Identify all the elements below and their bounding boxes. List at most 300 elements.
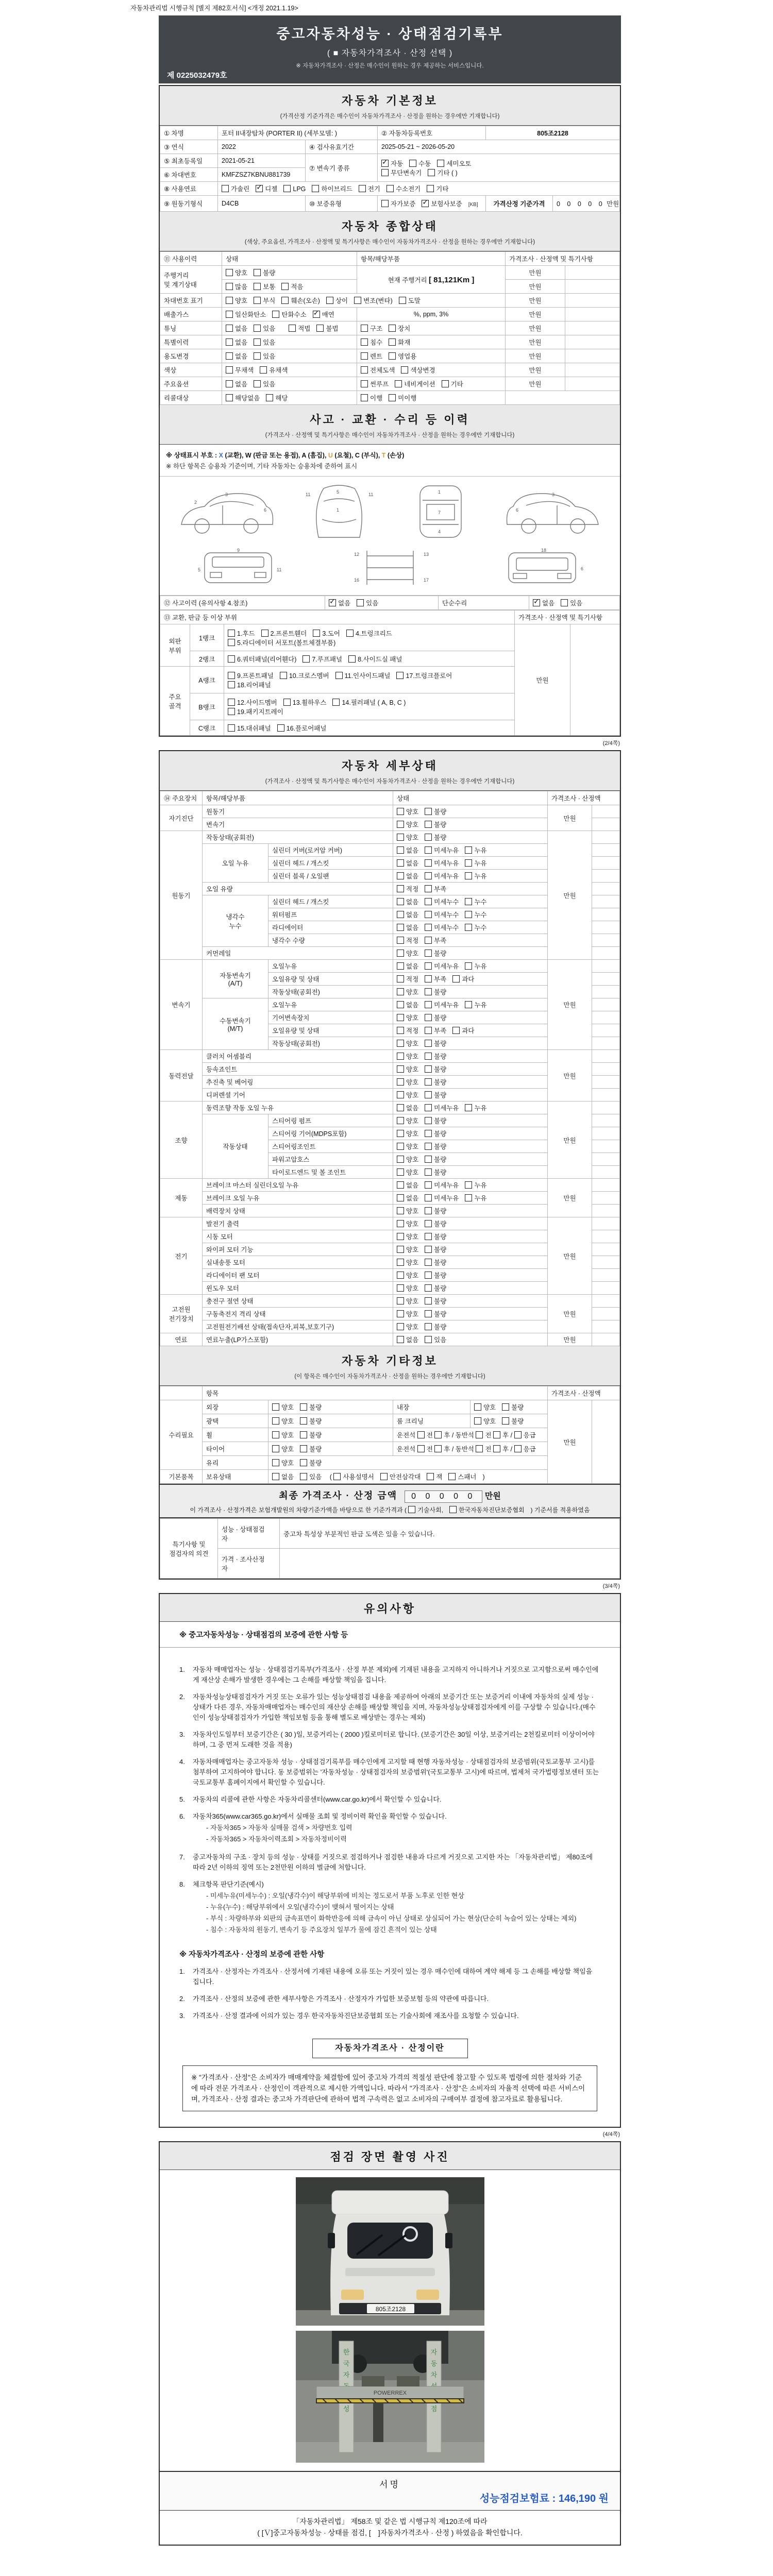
checkbox-group: [393, 857, 548, 870]
checkbox-icon: [300, 1459, 307, 1466]
category-label: 수리필요: [160, 1400, 203, 1470]
checkbox-icon: [300, 1403, 307, 1411]
checkbox-option: 불법: [316, 324, 338, 333]
checkbox-option: 15.대쉬패널: [228, 723, 271, 733]
checkbox-option: 누수: [465, 910, 486, 919]
checkbox-icon: [425, 937, 432, 944]
notes-part1-header: ※ 중고자동차성능 · 상태점검의 보증에 관한 사항 등: [160, 1622, 620, 1648]
checkbox-icon: [397, 1323, 404, 1330]
checkbox-option: 부족: [425, 1026, 446, 1035]
price-cell: 만원: [515, 624, 570, 736]
item-label: 충전구 절연 상태: [203, 1295, 393, 1308]
checkbox-icon: [425, 962, 432, 970]
lift-brand-text: POWERREX: [373, 2390, 407, 2396]
mileage-value: 현재 주행거리 [ 81,121Km ]: [357, 266, 506, 294]
checkbox-checked-icon: [256, 185, 263, 192]
checkbox-group: [268, 1428, 393, 1442]
checkbox-option: 미이행: [389, 393, 416, 402]
checkbox-option: 있음: [254, 379, 275, 388]
checkbox-icon: [427, 1473, 434, 1480]
checkbox-option: 미세누수: [425, 897, 459, 906]
item-label: 스티어링 펌프: [268, 1114, 393, 1127]
car-side-left-diagram: [174, 481, 277, 543]
checkbox-option: 없음: [397, 897, 418, 906]
checkbox-group: [222, 335, 357, 349]
section-title-band: [160, 1346, 620, 1386]
checkbox-icon: [425, 924, 432, 931]
checkbox-icon: [425, 1001, 432, 1008]
inspector-opinion: 중고차 특성상 부분적인 판금 도색은 있을 수 있습니다.: [280, 1519, 620, 1549]
remarks-cell: [565, 321, 620, 335]
checkbox-icon: [397, 1117, 404, 1124]
table-row: [160, 349, 620, 363]
checkbox-option: 불량: [300, 1430, 322, 1439]
remarks-cell: [592, 1127, 620, 1140]
row-label: 배출가스: [160, 308, 222, 321]
price-cell: 만원: [548, 1179, 592, 1217]
checkbox-icon: [354, 297, 361, 304]
checkbox-icon: [303, 655, 310, 663]
checkbox-option: 7.루프패널: [303, 654, 342, 664]
svg-text:1: 1: [438, 489, 441, 495]
checkbox-icon: [397, 834, 404, 841]
checkbox-icon: [397, 1272, 404, 1279]
checkbox-group: [268, 1442, 393, 1456]
note-sub-item: - 자동차365 > 자동차이력조회 > 자동차정비이력: [206, 1835, 347, 1843]
checkbox-icon: [397, 1336, 404, 1343]
checkbox-icon: [397, 1220, 404, 1227]
category-label: 기본품목: [160, 1470, 203, 1484]
confirmation-line-2: ( [Ｖ]중고자동차성능 · 상태를 점검, [ ]자동차가격조사 · 산정 ) 하였음을 확인합니다.: [257, 2529, 523, 2537]
checkbox-option: 부족: [425, 974, 446, 984]
checkbox-icon: [465, 872, 472, 879]
checkbox-icon: [397, 1065, 404, 1073]
checkbox-group: [224, 624, 515, 651]
checkbox-icon: [228, 630, 235, 637]
page-marker-4: (4/4쪽): [602, 2131, 620, 2138]
checkbox-option: 10.크로스멤버: [280, 671, 329, 680]
checkbox-option: 미세누유: [425, 1180, 459, 1190]
price-cell: 만원: [506, 308, 565, 321]
checkbox-option: 누수: [465, 923, 486, 932]
field-label: ⑨ 원동기형식: [160, 196, 218, 212]
checkbox-icon: [425, 834, 432, 841]
table-row: [160, 1549, 620, 1579]
checkbox-option: 불량: [425, 1232, 446, 1241]
checkbox-icon: [502, 1417, 509, 1425]
remarks-cell: [565, 280, 620, 294]
checkbox-icon: [226, 311, 233, 318]
car-underbody-diagram: [344, 546, 436, 590]
detail-state-table: [160, 791, 620, 1346]
checkbox-icon: [361, 380, 368, 387]
row-label: 주행거리 및 계기상태: [160, 266, 222, 294]
checkbox-icon: [425, 1246, 432, 1253]
item-label: 광택: [203, 1414, 268, 1428]
field-value: 0 0 0 0 0 만원: [553, 196, 620, 212]
remarks-cell: [592, 1140, 620, 1153]
checkbox-option: 17.트렁크플로어: [396, 671, 452, 680]
checkbox-option: 양호: [272, 1402, 294, 1412]
checkbox-icon: [434, 1431, 442, 1438]
checkbox-icon: [397, 975, 404, 982]
remarks-cell: [592, 857, 620, 870]
checkbox-icon: [254, 380, 261, 387]
checkbox-checked-icon: [313, 311, 320, 318]
checkbox-icon: [476, 1431, 483, 1438]
checkbox-group: [393, 1140, 548, 1153]
checkbox-option: 있음: [561, 598, 582, 607]
checkbox-option: 양호: [397, 1077, 418, 1087]
checkbox-icon: [228, 639, 235, 646]
checkbox-icon: [397, 885, 404, 892]
svg-text:3: 3: [551, 492, 554, 497]
remarks-cell: [565, 335, 620, 349]
svg-text:17: 17: [423, 578, 429, 583]
note-sub-item: - 자동차365 > 자동차 실매물 검색 > 차량번호 입력: [206, 1824, 352, 1832]
checkbox-icon: [335, 672, 343, 679]
checkbox-icon: [300, 1473, 307, 1480]
note-item: 3. 자동차인도일부터 보증기간은 ( 30 )일, 보증거리는 ( 2000 )킬로미터로 합니다. (보증기간은 30일 이상, 보증거리는 2천킬로미터 이상이어야 하며, 그 중 먼저 도래한 것을 적용): [179, 1731, 595, 1749]
remarks-cell: [592, 1024, 620, 1037]
checkbox-group: [268, 1456, 548, 1470]
checkbox-icon: [465, 846, 472, 854]
checkbox-icon: [228, 672, 235, 679]
checkbox-option: ✓ 없음: [533, 598, 554, 607]
checkbox-option: 양호: [397, 987, 418, 996]
sub-group-label: 수동변속기 (M/T): [203, 998, 268, 1050]
remarks-cell: [592, 1179, 620, 1192]
remarks-cell: [592, 1076, 620, 1089]
checkbox-icon: [465, 962, 472, 970]
checkbox-option: 수동: [409, 159, 431, 168]
item-label: 변속기: [203, 818, 393, 831]
svg-text:11: 11: [368, 492, 374, 497]
remarks-cell: [592, 1192, 620, 1205]
checkbox-icon: [389, 338, 396, 346]
section-subtitle: (색상, 주요옵션, 가격조사 · 산정액 및 특기사항은 매수인이 자동차가격조사 · 산정을 원하는 경우에만 기재합니다): [244, 239, 535, 245]
svg-text:12: 12: [354, 552, 359, 557]
item-label: 실린더 헤드 / 개스킷: [268, 895, 393, 908]
checkbox-icon: [425, 1156, 432, 1163]
table-row: [160, 335, 620, 349]
checkbox-group: [222, 391, 357, 405]
checkbox-icon: [254, 338, 261, 346]
column-header: 항목/해당부품: [357, 252, 506, 266]
svg-text:16: 16: [354, 578, 359, 583]
section-title-band: [160, 212, 620, 251]
remarks-cell: [592, 1295, 620, 1308]
checkbox-group: [357, 349, 506, 363]
checkbox-icon: [228, 655, 235, 663]
checkbox-option: 불량: [425, 833, 446, 842]
item-label: 배력장치 상태: [203, 1205, 393, 1217]
checkbox-group: [393, 1243, 548, 1256]
checkbox-option: 미세누유: [425, 871, 459, 880]
svg-text:동: 동: [430, 2360, 437, 2367]
checkbox-option: 도말: [399, 296, 421, 305]
svg-text:4: 4: [438, 529, 441, 534]
rank-label: C랭크: [190, 720, 224, 736]
price-cell: 만원: [548, 831, 592, 960]
checkbox-option: 없음: [397, 858, 418, 868]
column-header: 가격조사 · 산정액 및 특기사항: [515, 611, 620, 624]
checkbox-icon: [283, 185, 291, 192]
checkbox-option: 있음: [254, 337, 275, 347]
checkbox-group: [470, 1400, 548, 1414]
checkbox-option: 불량: [425, 1129, 446, 1138]
checkbox-icon: [442, 380, 449, 387]
other-info-table: [160, 1386, 620, 1484]
checkbox-option: 침수: [361, 337, 382, 347]
checkbox-group: [393, 870, 548, 883]
device-group-label: 조향: [160, 1101, 203, 1179]
item-label: 라디에이터 팬 모터: [203, 1269, 393, 1282]
checkbox-icon: [452, 1027, 460, 1034]
svg-text:한: 한: [343, 2348, 349, 2356]
checkbox-group: [393, 1024, 548, 1037]
table-header-row: [160, 252, 620, 266]
checkbox-icon: [425, 821, 432, 828]
device-group-label: 동력전달: [160, 1050, 203, 1101]
checkbox-icon: [428, 169, 435, 176]
checkbox-group: [393, 960, 548, 973]
price-cell: 만원: [506, 363, 565, 377]
checkbox-group: [393, 1256, 548, 1269]
checkbox-option: 이행: [361, 393, 382, 402]
checkbox-icon: [272, 1445, 279, 1452]
field-label: ⑦ 변속기 종류: [306, 154, 378, 182]
document-header: [159, 15, 621, 83]
checkbox-option: 양호: [397, 1129, 418, 1138]
checkbox-icon: [425, 1272, 432, 1279]
field-label: ③ 연식: [160, 140, 218, 154]
section-detail-state: [159, 750, 621, 1580]
checkbox-group: [268, 1414, 393, 1428]
checkbox-icon: [313, 630, 320, 637]
table-header-row: [160, 791, 620, 805]
checkbox-option: 적법: [289, 324, 310, 333]
svg-text:자: 자: [343, 2371, 349, 2379]
item-label: 룸 크리닝: [393, 1414, 470, 1428]
confirmation-line-1: 「자동차관리법」 제58조 및 같은 법 시행규칙 제120조에 따라: [292, 2517, 488, 2526]
note-item: 1. 자동차 매매업자는 성능 · 상태점검기록부(가격조사 · 산정 부분 제외)에 기재된 내용을 고지하지 아니하거나 거짓으로 고지함으로써 매수인에게 재산상 손해가 발생한 경우에는 그 손해를 배상할 책임을 집니다.: [179, 1666, 599, 1684]
field-label: ④ 검사유효기간: [306, 140, 378, 154]
remarks-cell: [592, 1063, 620, 1076]
item-label: 워터펌프: [268, 908, 393, 921]
checkbox-option: 사용설명서: [333, 1472, 374, 1481]
checkbox-option: 누유: [465, 871, 486, 880]
section-title: 점검 장면 촬영 사진: [330, 2150, 450, 2163]
checkbox-group: [393, 1320, 548, 1333]
item-label: 작동상태(공회전): [268, 986, 393, 998]
checkbox-option: 양호: [397, 1167, 418, 1177]
checkbox-option: 안전삼각대: [380, 1472, 421, 1481]
remarks-cell: [592, 844, 620, 857]
table-row: [160, 321, 620, 335]
checkbox-group: [393, 986, 548, 998]
checkbox-icon: [272, 1417, 279, 1425]
checkbox-icon: [397, 821, 404, 828]
checkbox-option: 없음: [397, 1000, 418, 1009]
checkbox-icon: [300, 1445, 307, 1452]
checkbox-option: 미세누수: [425, 923, 459, 932]
checkbox-icon: [272, 1473, 279, 1480]
remarks-cell: [592, 1153, 620, 1166]
checkbox-icon: [425, 1259, 432, 1266]
checkbox-icon: [425, 1336, 432, 1343]
column-header: 항목/해당부품: [203, 791, 393, 805]
section-title-band: [160, 405, 620, 445]
checkbox-option: 불량: [425, 1322, 446, 1331]
license-plate-text: 805조2128: [375, 2306, 406, 2313]
item-label: 고전원전기배선 상태(접속단자,피복,보호기구): [203, 1320, 393, 1333]
checkbox-icon: [465, 1181, 472, 1189]
checkbox-icon: [397, 1156, 404, 1163]
checkbox-option: 없음: [397, 1193, 418, 1202]
checkbox-icon: [425, 808, 432, 815]
checkbox-icon: [332, 699, 340, 706]
row-label: 특별이력: [160, 335, 222, 349]
checkbox-checked-icon: [422, 200, 429, 207]
item-label: 기어변속장치: [268, 1011, 393, 1024]
checkbox-icon: [425, 1040, 432, 1047]
checkbox-icon: [254, 297, 261, 304]
row-label: 용도변경: [160, 349, 222, 363]
remarks-cell: [565, 294, 620, 308]
column-header: ⑭ 주요장치: [160, 791, 203, 805]
page-marker-2: (2/4쪽): [602, 740, 620, 747]
checkbox-option: 있음: [357, 598, 378, 607]
checkbox-option: 미세누유: [425, 858, 459, 868]
column-header: 가격조사 · 산정액: [548, 791, 620, 805]
svg-text:차: 차: [430, 2371, 437, 2379]
checkbox-icon: [222, 185, 229, 192]
checkbox-icon: [397, 1194, 404, 1201]
column-header: 항목: [203, 1386, 548, 1400]
note-sub-item: - 부식 : 차량하부와 외판의 금속표면이 화학반응에 의해 금속이 아닌 상태로 상실되어 가는 현상(단순히 녹슬어 있는 상태는 제외): [206, 1914, 577, 1922]
item-label: 스티어링 기어(MDPS포함): [268, 1127, 393, 1140]
checkbox-option: 13.휠하우스: [283, 698, 327, 707]
checkbox-icon: [465, 859, 472, 867]
checkbox-icon: [465, 911, 472, 918]
legend-line-2: ※ 하단 항목은 승용차 기준이며, 기타 자동차는 승용차에 준하여 표시: [166, 463, 358, 470]
checkbox-icon: [476, 1445, 483, 1452]
checkbox-group: 자가보증 ✓ 보험사보증 [KB]: [378, 196, 486, 212]
note-item: 3. 가격조사 · 산정 결과에 이의가 있는 경우 한국자동차진단보증협회 또는 기술사회에 재조사를 요청할 수 있습니다.: [179, 2012, 519, 2020]
checkbox-option: 없음: [226, 337, 247, 347]
damage-code-legend: [160, 445, 620, 477]
checkbox-group: [393, 1127, 548, 1140]
checkbox-option: 불량: [425, 1245, 446, 1254]
checkbox-icon: [425, 1297, 432, 1304]
checkbox-icon: [300, 1417, 307, 1425]
checkbox-option: 미세누유: [425, 1103, 459, 1112]
checkbox-group: [222, 308, 357, 321]
checkbox-icon: [386, 185, 394, 192]
checkbox-option: 14.필러패널 ( A, B, C ): [332, 698, 406, 707]
checkbox-option: 구조: [361, 324, 382, 333]
checkbox-icon: [449, 1506, 457, 1513]
remarks-cell: [592, 1037, 620, 1050]
remarks-cell: [592, 1011, 620, 1024]
checkbox-option: 적음: [281, 282, 303, 291]
price-cell: 만원: [548, 1295, 592, 1333]
section-basic-and-history: [159, 85, 621, 737]
checkbox-group: [393, 1282, 548, 1295]
checkbox-option: 양호: [397, 807, 418, 816]
checkbox-group: [393, 908, 548, 921]
remarks-cell: [565, 349, 620, 363]
field-label: ⑤ 최초등록일: [160, 154, 218, 168]
checkbox-icon: [397, 1091, 404, 1098]
checkbox-option: 양호: [397, 1270, 418, 1280]
legend-line-1: ※ 상태표시 부호 : X (교환), W (판금 또는 용접), A (흠집), U (요철), C (부식), T (손상): [166, 452, 405, 459]
checkbox-option: 양호: [397, 1296, 418, 1306]
checkbox-option: 양호: [474, 1402, 496, 1412]
sub-group-label: 냉각수 누수: [203, 895, 268, 947]
remarks-cell: [592, 818, 620, 831]
svg-text:국: 국: [343, 2360, 349, 2367]
section-subtitle: (가격산정 기준가격은 매수인이 자동차가격조사 · 산정을 원하는 경우에만 기재합니다): [280, 113, 500, 120]
table-row: [160, 1519, 620, 1549]
price-cell: 만원: [506, 335, 565, 349]
svg-text:1: 1: [337, 507, 340, 513]
table-row: [160, 1217, 620, 1230]
checkbox-option: 있음: [254, 351, 275, 361]
item-label: 윈도우 모터: [203, 1282, 393, 1295]
svg-text:점: 점: [430, 2405, 437, 2413]
final-price-note: 이 가격조사 · 산정가격은 보험개발원의 차량기준가액을 바탕으로 한 기준가격과 ( 기술사회, 한국자동차진단보증협회 ) 기준서를 적용하였음: [190, 1506, 590, 1514]
field-label: 가격산정 기준가격: [486, 196, 553, 212]
insurance-fee-text: 성능점검보험료 : 146,190 원: [479, 2493, 609, 2504]
table-row: [160, 391, 620, 405]
remarks-cell: [592, 831, 620, 844]
table-row: [160, 377, 620, 391]
checkbox-option: 양호: [397, 1155, 418, 1164]
checkbox-option: 양호: [397, 1142, 418, 1151]
vehicle-damage-diagrams: [160, 477, 620, 596]
table-row: [160, 1295, 620, 1308]
checkbox-option: 양호: [226, 296, 247, 305]
checkbox-option: 전체도색: [361, 365, 395, 375]
svg-text:5: 5: [197, 567, 200, 572]
checkbox-group: [357, 363, 506, 377]
checkbox-group: [393, 921, 548, 934]
checkbox-icon: [425, 1284, 432, 1292]
checkbox-icon: [397, 1040, 404, 1047]
checkbox-group: [222, 363, 357, 377]
checkbox-group: [393, 805, 548, 818]
checkbox-option: 자가보증: [381, 199, 415, 208]
checkbox-option: 누유: [465, 1180, 486, 1190]
checkbox-icon: [399, 297, 406, 304]
checkbox-option: 불량: [425, 1039, 446, 1048]
table-header-row: [160, 1386, 620, 1400]
checkbox-option: ✓ 보험사보증: [422, 199, 462, 208]
checkbox-group: [222, 280, 357, 294]
svg-text:11: 11: [276, 567, 281, 572]
checkbox-icon: [389, 325, 396, 332]
checkbox-option: 4.트렁크리드: [346, 629, 392, 638]
car-front-diagram: [192, 546, 284, 590]
checkbox-option: ✓ 디젤: [256, 184, 277, 193]
rank-label: 1랭크: [190, 624, 224, 651]
checkbox-icon: [474, 1417, 481, 1425]
checkbox-group: [393, 1205, 548, 1217]
price-cell: 만원: [506, 377, 565, 391]
checkbox-option: 누유: [465, 1103, 486, 1112]
